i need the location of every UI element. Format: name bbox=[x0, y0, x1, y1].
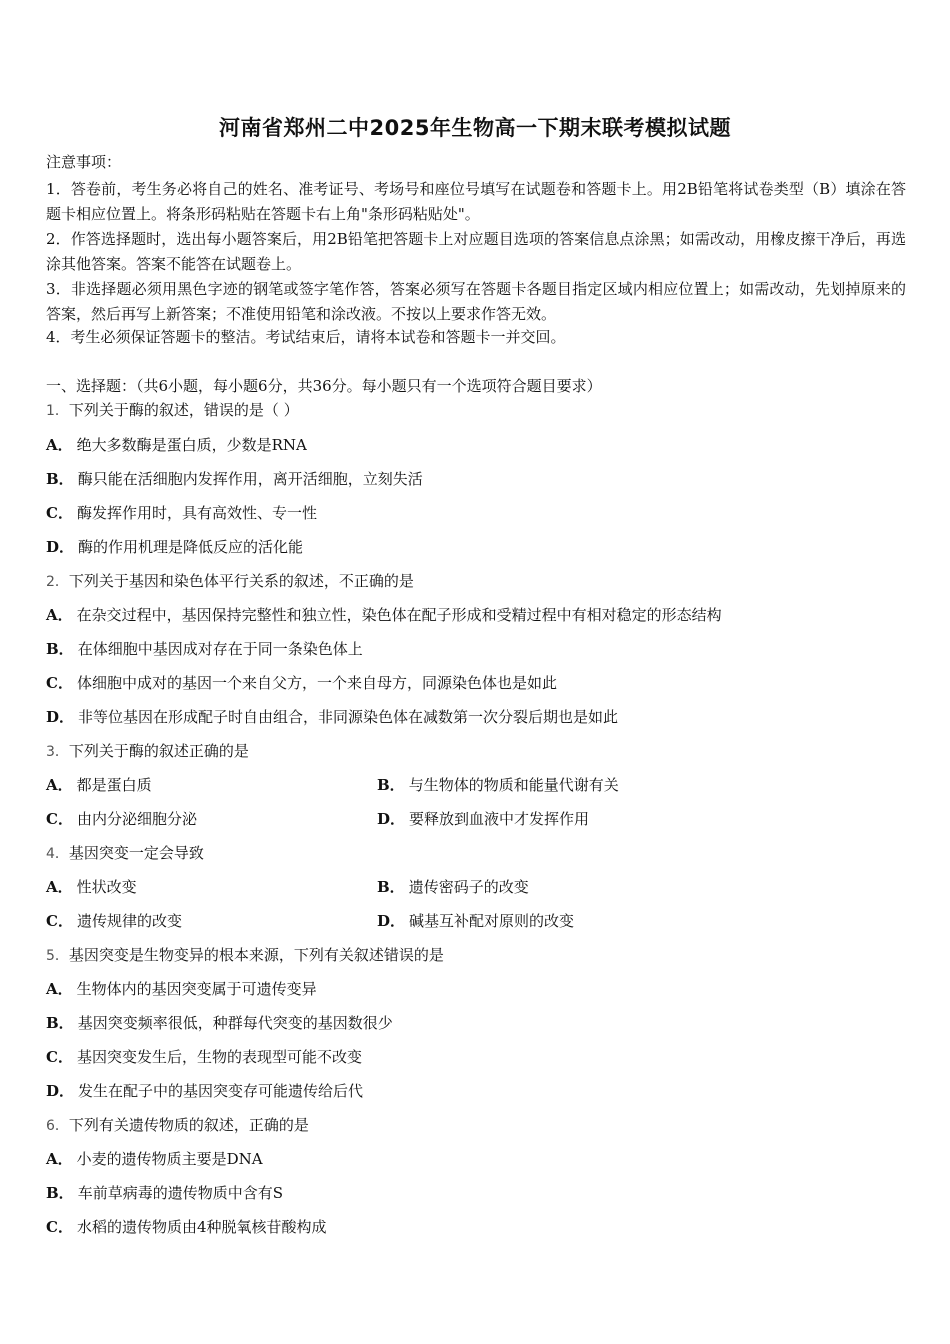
question-1-stem bbox=[46, 400, 299, 421]
question-text: 下列关于酶的叙述，错误的是（ ） bbox=[68, 401, 299, 419]
option-label: D． bbox=[46, 1082, 75, 1100]
option-label: A． bbox=[46, 436, 73, 454]
q1-option-b bbox=[46, 469, 423, 489]
option-label: B． bbox=[46, 1184, 74, 1202]
option-text: 基因突变频率很低，种群每代突变的基因数很少 bbox=[77, 1014, 393, 1032]
option-label: A． bbox=[46, 606, 73, 624]
question-number: 4． bbox=[46, 846, 69, 862]
q3-option-a bbox=[46, 775, 152, 795]
question-text: 基因突变是生物变异的根本来源，下列有关叙述错误的是 bbox=[68, 946, 444, 964]
q1-option-a bbox=[46, 435, 307, 455]
option-label: B． bbox=[46, 1014, 74, 1032]
option-label: D． bbox=[46, 538, 75, 556]
question-text: 下列关于酶的叙述正确的是 bbox=[68, 742, 249, 760]
option-text: 酶的作用机理是降低反应的活化能 bbox=[78, 538, 304, 556]
option-text: 绝大多数酶是蛋白质，少数是RNA bbox=[76, 436, 307, 454]
question-number: 2． bbox=[46, 574, 69, 590]
question-3-stem bbox=[46, 741, 249, 762]
q6-option-c bbox=[46, 1217, 327, 1237]
option-label: C． bbox=[46, 1218, 73, 1236]
q2-option-d bbox=[46, 707, 618, 727]
option-label: A． bbox=[46, 980, 73, 998]
q4-option-a bbox=[46, 877, 137, 897]
option-text: 水稻的遗传物质由4种脱氧核苷酸构成 bbox=[76, 1218, 327, 1236]
option-text: 在体细胞中基因成对存在于同一条染色体上 bbox=[77, 640, 363, 658]
option-text: 体细胞中成对的基因一个来自父方，一个来自母方，同源染色体也是如此 bbox=[76, 674, 557, 692]
option-label: A． bbox=[46, 776, 73, 794]
question-6-stem bbox=[46, 1115, 309, 1136]
q2-option-c bbox=[46, 673, 557, 693]
question-2-stem bbox=[46, 571, 414, 592]
notice-item-2: 2．作答选择题时，选出每小题答案后，用2B铅笔把答题卡上对应题目选项的答案信息点涂黑；如需改动，用橡皮擦干净后，再选涂其他答案。答案不能答在试题卷上。 bbox=[46, 230, 906, 273]
q5-option-d bbox=[46, 1081, 363, 1101]
notice-heading: 注意事项： bbox=[46, 153, 122, 171]
q1-option-d bbox=[46, 537, 303, 557]
notice-item-1: 1．答卷前，考生务必将自己的姓名、准考证号、考场号和座位号填写在试题卷和答题卡上。用2B铅笔将试卷类型（B）填涂在答题卡相应位置上。将条形码粘贴在答题卡右上角"条形码粘贴处"。 bbox=[46, 180, 906, 223]
q2-option-b bbox=[46, 639, 363, 659]
q2-option-a bbox=[46, 605, 722, 625]
notice-item-4: 4．考生必须保证答题卡的整洁。考试结束后，请将本试卷和答题卡一并交回。 bbox=[46, 328, 566, 346]
option-label: B． bbox=[377, 776, 405, 794]
option-label: C． bbox=[46, 504, 73, 522]
option-text: 性状改变 bbox=[76, 878, 137, 896]
option-text: 发生在配子中的基因突变存可能遗传给后代 bbox=[78, 1082, 364, 1100]
option-text: 车前草病毒的遗传物质中含有S bbox=[77, 1184, 283, 1202]
option-label: B． bbox=[377, 878, 405, 896]
option-label: B． bbox=[46, 640, 74, 658]
option-label: D． bbox=[377, 810, 406, 828]
option-label: C． bbox=[46, 1048, 73, 1066]
option-text: 生物体内的基因突变属于可遗传变异 bbox=[76, 980, 317, 998]
q5-option-b bbox=[46, 1013, 393, 1033]
option-label: C． bbox=[46, 674, 73, 692]
q6-option-a bbox=[46, 1149, 263, 1169]
question-text: 下列关于基因和染色体平行关系的叙述，不正确的是 bbox=[68, 572, 414, 590]
question-number: 6． bbox=[46, 1118, 69, 1134]
option-label: A． bbox=[46, 1150, 73, 1168]
q4-option-b bbox=[377, 877, 529, 897]
q5-option-a bbox=[46, 979, 317, 999]
option-text: 小麦的遗传物质主要是DNA bbox=[76, 1150, 263, 1168]
question-text: 下列有关遗传物质的叙述，正确的是 bbox=[68, 1116, 309, 1134]
q1-option-c bbox=[46, 503, 317, 523]
option-text: 遗传规律的改变 bbox=[76, 912, 182, 930]
question-4-stem bbox=[46, 843, 204, 864]
option-label: D． bbox=[46, 708, 75, 726]
option-text: 遗传密码子的改变 bbox=[408, 878, 529, 896]
option-text: 碱基互补配对原则的改变 bbox=[409, 912, 575, 930]
q5-option-c bbox=[46, 1047, 362, 1067]
option-text: 酶只能在活细胞内发挥作用，离开活细胞，立刻失活 bbox=[77, 470, 423, 488]
option-label: C． bbox=[46, 912, 73, 930]
q6-option-b bbox=[46, 1183, 283, 1203]
option-text: 要释放到血液中才发挥作用 bbox=[409, 810, 590, 828]
q4-option-d bbox=[377, 911, 574, 931]
option-label: D． bbox=[377, 912, 406, 930]
option-text: 在杂交过程中，基因保持完整性和独立性，染色体在配子形成和受精过程中有相对稳定的形态结构 bbox=[76, 606, 722, 624]
option-label: C． bbox=[46, 810, 73, 828]
option-label: B． bbox=[46, 470, 74, 488]
question-number: 3． bbox=[46, 744, 69, 760]
notice-item-3: 3．非选择题必须用黑色字迹的钢笔或签字笔作答，答案必须写在答题卡各题目指定区域内相应位置上；如需改动，先划掉原来的答案，然后再写上新答案；不准使用铅笔和涂改液。不按以上要求作答无效。 bbox=[46, 280, 906, 323]
question-5-stem bbox=[46, 945, 444, 966]
question-number: 5． bbox=[46, 948, 69, 964]
q4-option-c bbox=[46, 911, 182, 931]
option-text: 由内分泌细胞分泌 bbox=[76, 810, 197, 828]
option-text: 都是蛋白质 bbox=[76, 776, 152, 794]
section-heading: 一、选择题：（共6小题，每小题6分，共36分。每小题只有一个选项符合题目要求） bbox=[46, 377, 602, 395]
option-text: 酶发挥作用时，具有高效性、专一性 bbox=[76, 504, 317, 522]
option-text: 与生物体的物质和能量代谢有关 bbox=[408, 776, 619, 794]
question-number: 1． bbox=[46, 403, 69, 419]
option-label: A． bbox=[46, 878, 73, 896]
option-text: 非等位基因在形成配子时自由组合，非同源染色体在减数第一次分裂后期也是如此 bbox=[78, 708, 619, 726]
option-text: 基因突变发生后，生物的表现型可能不改变 bbox=[76, 1048, 362, 1066]
q3-option-c bbox=[46, 809, 197, 829]
question-text: 基因突变一定会导致 bbox=[68, 844, 204, 862]
q3-option-b bbox=[377, 775, 619, 795]
page-title: 河南省郑州二中2025年生物高一下期末联考模拟试题 bbox=[219, 116, 731, 140]
q3-option-d bbox=[377, 809, 589, 829]
